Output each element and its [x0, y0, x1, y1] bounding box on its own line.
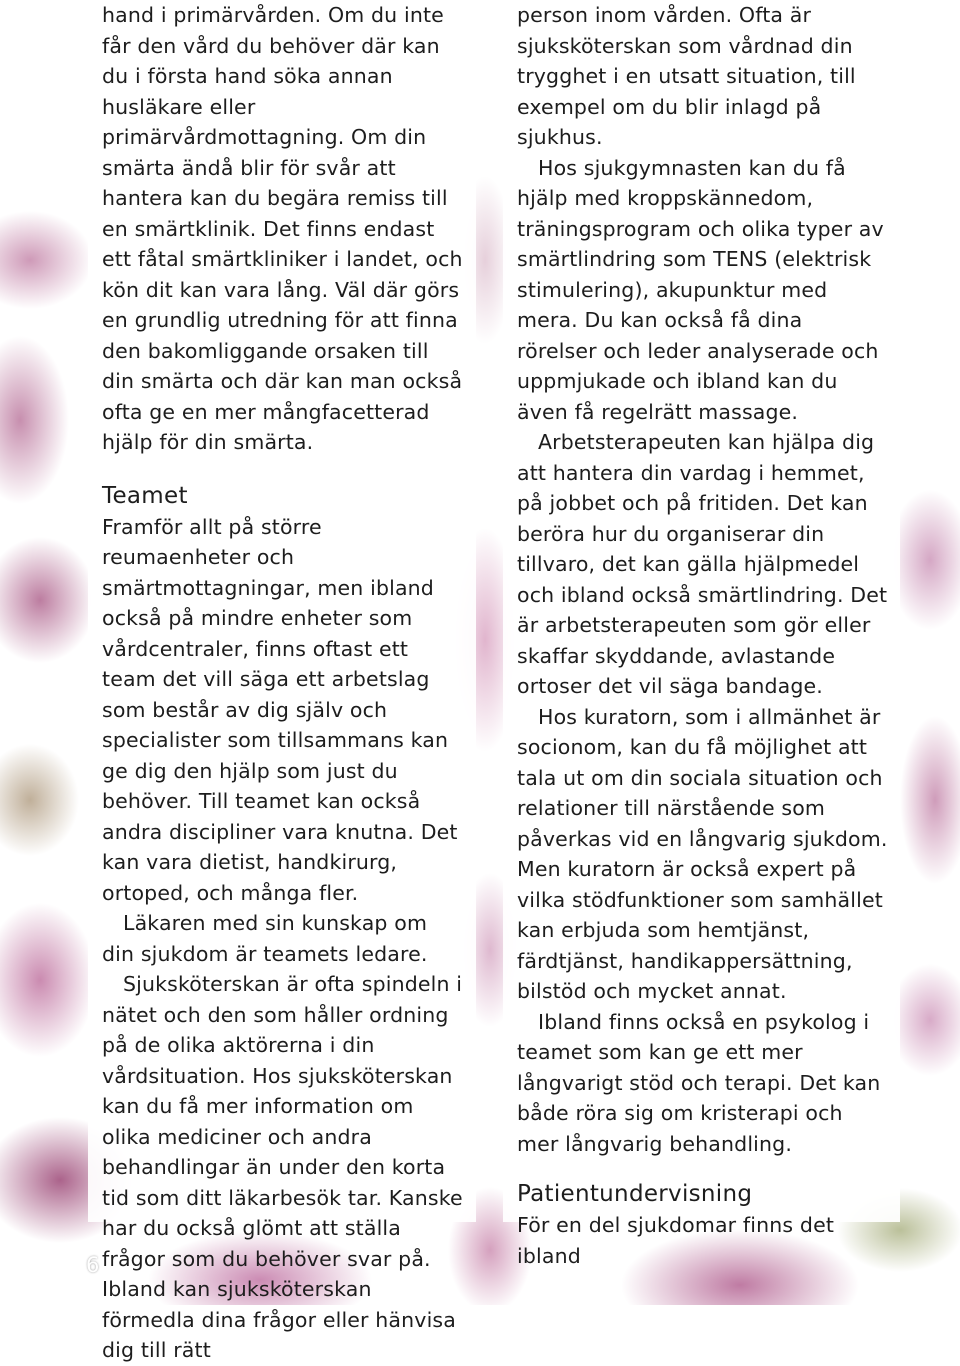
psychologist-paragraph: Ibland finns också en psykolog i teamet som kan ge ett mer långvarigt stöd och terapi. Det kan både röra sig om kristerapi och mer långvarig behandling.: [517, 1009, 881, 1156]
left-column: [88, 0, 476, 1362]
nurse-continuation-paragraph: person inom vården. Ofta är sjuksköterskan som vårdnad din trygghet i en utsatt situation, till exempel om du blir inlagd på sjukhus.: [517, 3, 856, 149]
page-number: 6: [86, 1253, 100, 1277]
team-heading: Teamet: [102, 482, 188, 509]
team-intro-paragraph: Framför allt på större reumaenheter och smärtmottagningar, men ibland också på mindre enheter som vårdcentraler, finns oftast ett team det vill säga ett arbetslag som består av dig själv och specialister som tillsammans kan ge dig den hjälp som just du behöver. Till teamet kan också andra discipliner vara knutna. Det kan vara dietist, handkirurg, ortoped, och många fler.: [102, 514, 458, 905]
education-intro-paragraph: För en del sjukdomar finns det ibland: [517, 1213, 835, 1268]
nurse-paragraph: Sjuksköterskan är ofta spindeln i nätet och den som håller ordning på de olika aktörerna i din vårdsituation. Hos sjuksköterskan kan du få mer information om olika mediciner och andra behandlingar än under den korta tid som ditt läkarbesök tar. Kanske har du också glömt att ställa frågor som du behöver svar på. Ibland kan sjuksköterskan förmedla dina frågor eller hänvisa dig till rätt: [102, 972, 463, 1362]
counselor-paragraph: Hos kuratorn, som i allmänhet är socionom, kan du få möjlighet att tala ut om din sociala situation och relationer till närstående som påverkas vid en långvarig sjukdom. Men kuratorn är också expert på vilka stödfunktioner som samhället kan erbjuda som hemtjänst, färdtjänst, handikappersättning, bilstöd och mycket annat.: [517, 704, 888, 1003]
right-column: [503, 0, 900, 1268]
ot-paragraph: Arbetsterapeuten kan hjälpa dig att hantera din vardag i hemmet, på jobbet och på fritiden. Det kan beröra hur du organiserar din tillvaro, det kan gälla hjälpmedel och ibland också smärtlindring. Det är arbetsterapeuten som gör eller skaffar skyddande, avlastande ortoser det vil säga bandage.: [517, 430, 888, 698]
education-heading: Patientundervisning: [517, 1181, 753, 1207]
doctor-paragraph: Läkaren med sin kunskap om din sjukdom är teamets ledare.: [102, 911, 428, 966]
intro-paragraph: hand i primärvården. Om du inte får den vård du behöver där kan du i första hand söka annan husläkare eller primärvårdmottagning. Om din smärta ändå blir för svår att hantera kan du begära remiss till en smärtklinik. Det finns endast ett fåtal smärtkliniker i landet, och kön dit kan vara lång. Väl där görs en grundlig utredning för att finna den bakomliggande orsaken till din smärta och där kan man också ofta ge en mer mångfacetterad hjälp för din smärta.: [102, 3, 463, 454]
physio-paragraph: Hos sjukgymnasten kan du få hjälp med kroppskännedom, träningsprogram och olika typer av smärtlindring som TENS (elektrisk stimulering), akupunktur med mera. Du kan också få dina rörelser och leder analyserade och uppmjukade och ibland kan du även få regelrätt massage.: [517, 155, 884, 424]
